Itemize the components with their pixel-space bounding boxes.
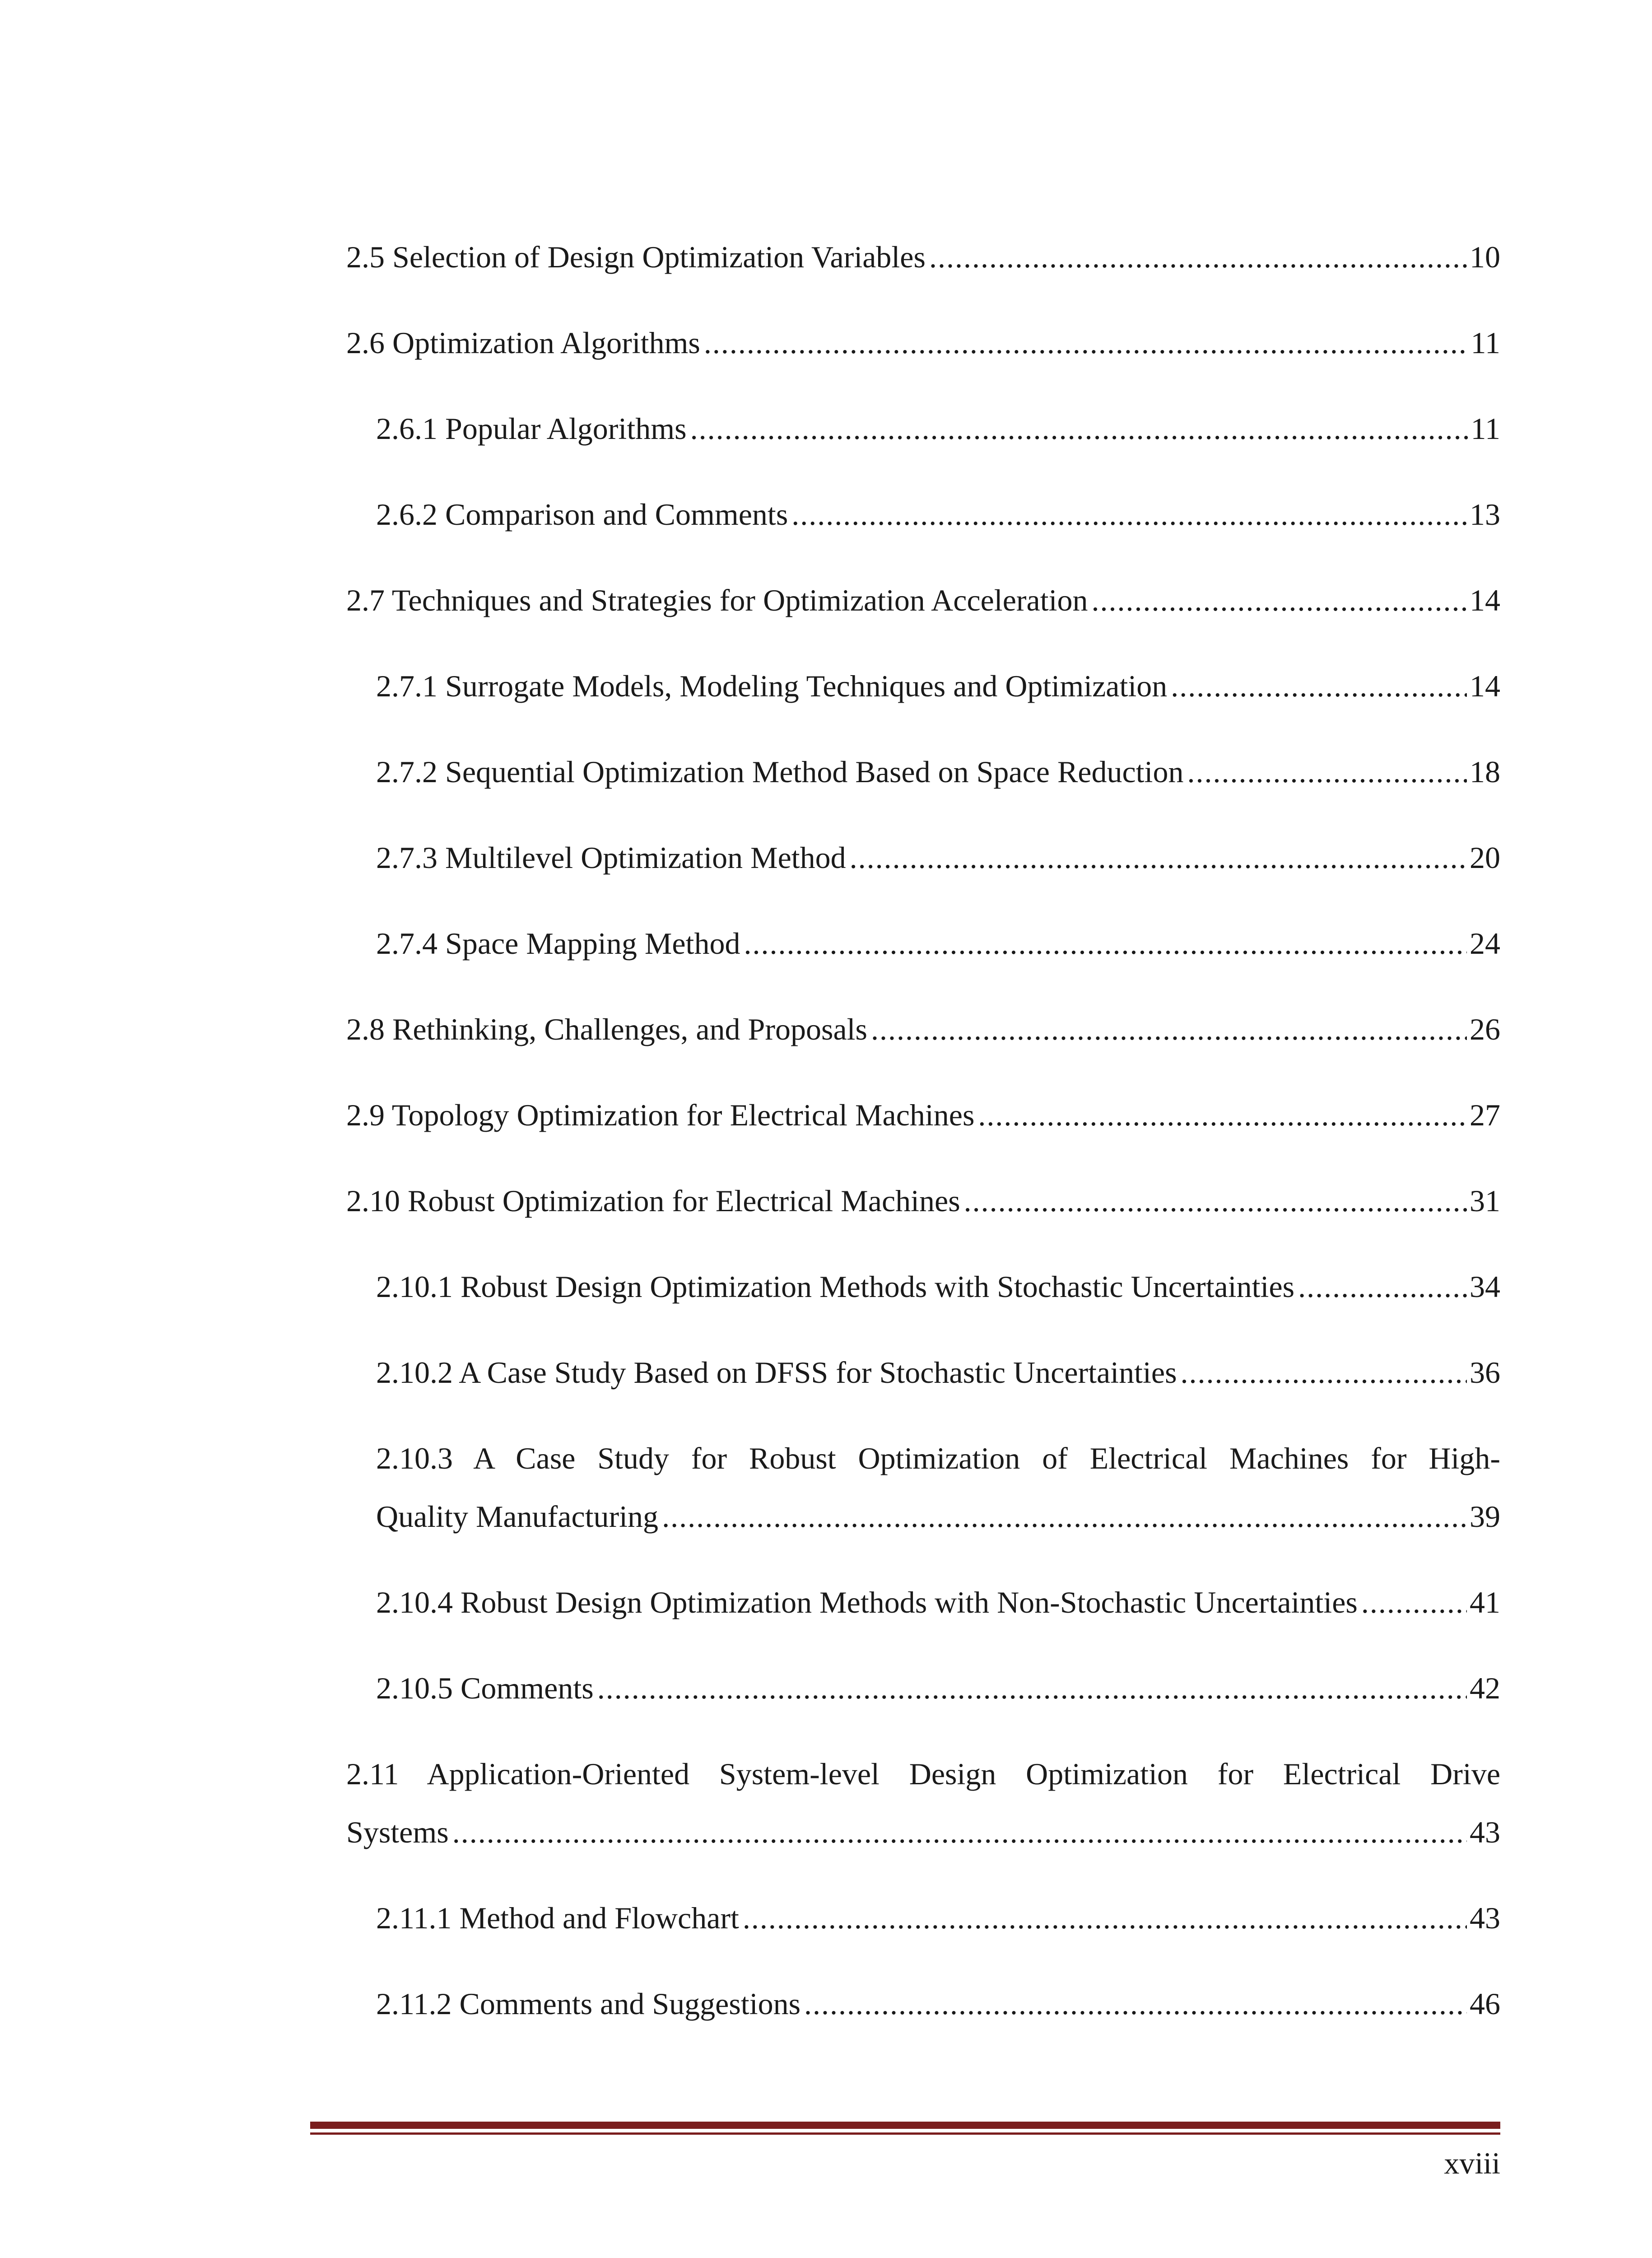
toc-entry-title: 2.7.2 Sequential Optimization Method Based on Space Reduction xyxy=(376,755,1184,789)
toc-entry-page: 14 xyxy=(1470,669,1500,703)
toc-entry-page: 11 xyxy=(1471,326,1500,360)
toc-entry-page: 36 xyxy=(1470,1355,1500,1390)
toc-entry-title: 2.6.1 Popular Algorithms xyxy=(376,411,687,446)
toc-entry-page: 13 xyxy=(1470,497,1500,532)
dot-leader xyxy=(1181,1357,1467,1388)
toc-entry[interactable] xyxy=(376,1357,1500,1388)
toc-entry-title: 2.5 Selection of Design Optimization Variables xyxy=(346,240,926,274)
toc-entry[interactable] xyxy=(376,671,1500,701)
dot-leader xyxy=(850,842,1467,873)
dot-leader xyxy=(744,928,1467,959)
toc-entry-title-line2: Systems xyxy=(346,1815,449,1849)
toc-entry[interactable] xyxy=(376,1903,1500,1933)
toc-entry[interactable] xyxy=(376,1673,1500,1703)
toc-entry[interactable] xyxy=(376,1988,1500,2019)
toc-entry[interactable] xyxy=(346,327,1500,358)
dot-leader xyxy=(871,1014,1467,1045)
toc-entry[interactable] xyxy=(346,1014,1500,1045)
toc-entry-title: 2.10.5 Comments xyxy=(376,1671,594,1705)
toc-entry-title: 2.10.4 Robust Design Optimization Methods with Non-Stochastic Uncertainties xyxy=(376,1585,1358,1619)
toc-entry-title-line1[interactable]: 2.10.3 A Case Study for Robust Optimization of Electrical Machines for High- xyxy=(376,1441,1500,1475)
footer-rule-thick xyxy=(310,2122,1500,2129)
dot-leader xyxy=(743,1903,1467,1933)
toc-entry-title: 2.10 Robust Optimization for Electrical Machines xyxy=(346,1184,960,1218)
toc-entry-page: 14 xyxy=(1470,583,1500,617)
page-number: xviii xyxy=(1444,2146,1500,2180)
toc-entry-page: 43 xyxy=(1470,1815,1500,1849)
toc-entry[interactable] xyxy=(376,928,1500,959)
dot-leader xyxy=(662,1501,1467,1532)
toc-entry-page: 27 xyxy=(1470,1098,1500,1132)
toc-entry[interactable] xyxy=(346,1185,1500,1216)
toc-entry[interactable] xyxy=(376,499,1500,530)
dot-leader xyxy=(1092,585,1467,616)
toc-entry[interactable] xyxy=(346,1100,1500,1130)
toc-entry-title: 2.9 Topology Optimization for Electrical Machines xyxy=(346,1098,975,1132)
dot-leader xyxy=(929,242,1467,272)
toc-entry[interactable] xyxy=(376,1501,1500,1532)
dot-leader xyxy=(597,1673,1467,1703)
dot-leader xyxy=(1171,671,1467,701)
toc-entry[interactable] xyxy=(376,1587,1500,1618)
toc-entry-page: 24 xyxy=(1470,926,1500,961)
toc-entry[interactable] xyxy=(346,242,1500,272)
toc-entry-title: 2.6 Optimization Algorithms xyxy=(346,326,700,360)
dot-leader xyxy=(1187,756,1467,787)
toc-entry-title: 2.7.1 Surrogate Models, Modeling Techniques and Optimization xyxy=(376,669,1168,703)
dot-leader xyxy=(452,1817,1467,1847)
toc-entry-page: 11 xyxy=(1471,411,1500,446)
toc-entry-page: 20 xyxy=(1470,840,1500,875)
toc-entry-page: 18 xyxy=(1470,755,1500,789)
toc-entry-page: 43 xyxy=(1470,1901,1500,1935)
toc-entry[interactable] xyxy=(346,585,1500,616)
toc-entry[interactable] xyxy=(376,413,1500,444)
toc-entry-title: 2.6.2 Comparison and Comments xyxy=(376,497,788,532)
dot-leader xyxy=(690,413,1468,444)
toc-entry-page: 39 xyxy=(1470,1499,1500,1534)
dot-leader xyxy=(978,1100,1467,1130)
toc-entry-title: 2.7.4 Space Mapping Method xyxy=(376,926,740,961)
toc-entry-page: 26 xyxy=(1470,1012,1500,1046)
toc-entry-title-line2: Quality Manufacturing xyxy=(376,1499,659,1534)
toc-entry-title: 2.10.2 A Case Study Based on DFSS for Stochastic Uncertainties xyxy=(376,1355,1177,1390)
toc-entry[interactable] xyxy=(376,842,1500,873)
toc-entry[interactable] xyxy=(376,1271,1500,1302)
toc-entry-page: 46 xyxy=(1470,1987,1500,2021)
toc-entry-page: 42 xyxy=(1470,1671,1500,1705)
toc-entry-title: 2.7 Techniques and Strategies for Optimization Acceleration xyxy=(346,583,1088,617)
toc-entry-page: 34 xyxy=(1470,1269,1500,1304)
dot-leader xyxy=(791,499,1467,530)
toc-entry-page: 41 xyxy=(1470,1585,1500,1619)
dot-leader xyxy=(804,1988,1467,2019)
toc-entry[interactable] xyxy=(376,756,1500,787)
toc-entry-page: 31 xyxy=(1470,1184,1500,1218)
toc-entry-title-line1[interactable]: 2.11 Application-Oriented System-level Design Optimization for Electrical Drive xyxy=(346,1757,1500,1791)
dot-leader xyxy=(1361,1587,1467,1618)
dot-leader xyxy=(704,327,1468,358)
toc-entry-title: 2.10.1 Robust Design Optimization Methods with Stochastic Uncertainties xyxy=(376,1269,1295,1304)
dot-leader xyxy=(964,1185,1467,1216)
toc-entry-title: 2.11.1 Method and Flowchart xyxy=(376,1901,739,1935)
toc-entry-page: 10 xyxy=(1470,240,1500,274)
toc-entry-title: 2.7.3 Multilevel Optimization Method xyxy=(376,840,846,875)
toc-entry-title: 2.8 Rethinking, Challenges, and Proposals xyxy=(346,1012,868,1046)
dot-leader xyxy=(1298,1271,1467,1302)
footer-rule-thin xyxy=(310,2132,1500,2135)
toc-entry-title: 2.11.2 Comments and Suggestions xyxy=(376,1987,801,2021)
toc-entry[interactable] xyxy=(346,1817,1500,1847)
